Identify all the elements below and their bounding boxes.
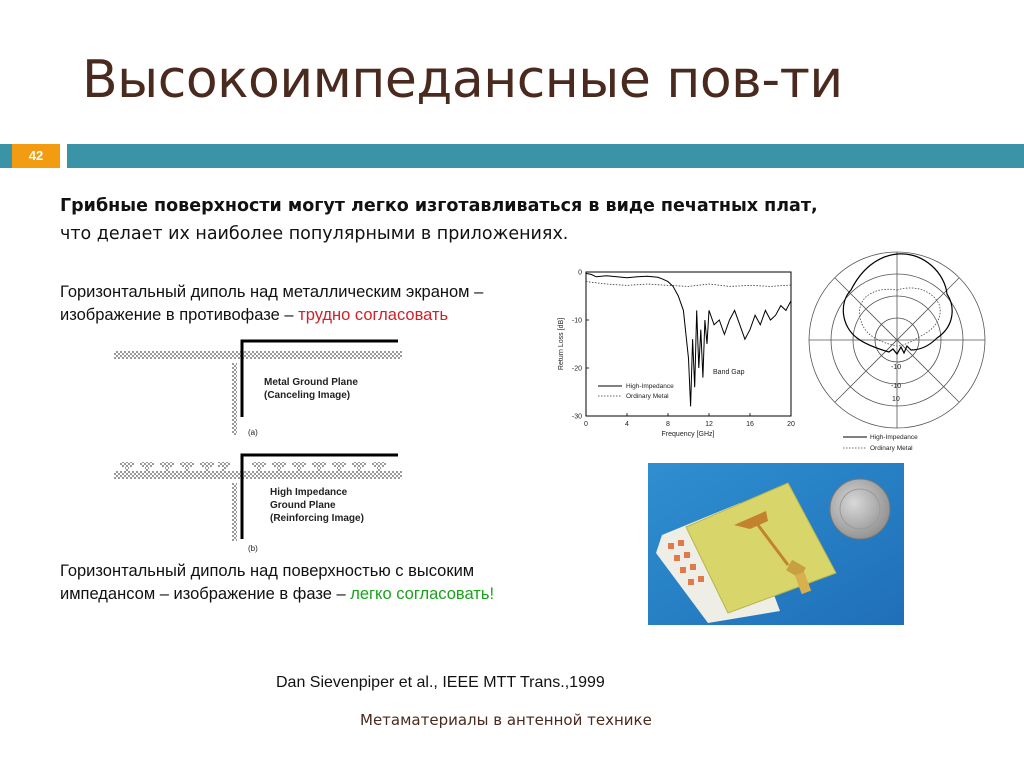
- dipole-image-diagram: [100, 335, 420, 557]
- mushroom-caps: [120, 462, 386, 471]
- footer-text: Метаматериалы в антенной технике: [360, 711, 652, 729]
- y-tick-label: -30: [571, 413, 582, 421]
- paragraph-metal-line1: Горизонтальный диполь над металлическим экраном –: [60, 283, 484, 301]
- x-tick-label: 16: [746, 421, 754, 428]
- x-tick-label: 0: [584, 421, 588, 428]
- header-bar-left: [0, 144, 12, 168]
- paragraph-metal-plane: [60, 281, 483, 327]
- y-tick-label: 0: [578, 269, 582, 277]
- citation: Dan Sievenpiper et al., IEEE MTT Trans.,1999: [276, 674, 605, 691]
- plot-frame: [586, 272, 791, 416]
- high-impedance-ground-plane: [114, 471, 402, 479]
- diagram-b-caption: (b): [248, 544, 258, 553]
- y-axis-label: Return Loss [dB]: [558, 317, 565, 371]
- metal-ground-plane: [114, 351, 402, 359]
- x-axis-label: Frequency [GHz]: [661, 431, 715, 438]
- hard-to-match-highlight: трудно согласовать: [298, 306, 449, 324]
- legend-label-ordinary-metal: Ordinary Metal: [626, 393, 669, 400]
- diagram-b-label-3: (Reinforcing Image): [270, 513, 364, 524]
- radiation-pattern-polar-plot: [805, 246, 1005, 456]
- diagram-a-label-2: (Canceling Image): [264, 390, 351, 401]
- paragraph-metal-line2: [60, 304, 483, 327]
- diagram-a-label-1: Metal Ground Plane: [264, 377, 358, 388]
- header-bar-right: [67, 144, 1024, 168]
- intro-bold-line: Грибные поверхности могут легко изготавливаться в виде печатных плат,: [60, 196, 818, 216]
- antenna-photo: [648, 463, 904, 625]
- slide-number: 42: [12, 144, 60, 168]
- series-ordinary-metal-line: [586, 282, 791, 287]
- reinforcing-image-dipole: [232, 483, 237, 541]
- legend-label-high-impedance: High-Impedance: [626, 383, 674, 390]
- y-tick-label: -20: [571, 365, 582, 373]
- return-loss-chart: [550, 262, 800, 440]
- polar-legend-ordinary: Ordinary Metal: [870, 445, 913, 452]
- diagram-b-label-1: High Impedance: [270, 487, 348, 498]
- diagram-a-caption: (a): [248, 428, 258, 437]
- canceling-image-dipole: [232, 363, 237, 435]
- intro-second-line: что делает их наиболее популярными в приложениях.: [60, 224, 569, 244]
- coin: [830, 479, 890, 539]
- x-tick-label: 4: [625, 421, 629, 428]
- paragraph-hi-line1: Горизонтальный диполь над поверхностью с высоким: [60, 562, 475, 580]
- polar-legend-high: High-Impedance: [870, 434, 918, 441]
- polar-ring-label-1: -10: [891, 364, 902, 371]
- paragraph-metal-prefix: изображение в противофазе –: [60, 306, 299, 324]
- paragraph-high-impedance: [60, 560, 494, 606]
- polar-ring-label-3: 10: [892, 396, 900, 403]
- x-tick-label: 12: [705, 421, 713, 428]
- slide-title: Высокоимпедансные пов-ти: [82, 50, 843, 110]
- y-tick-label: -10: [571, 317, 582, 325]
- paragraph-hi-prefix: импедансом – изображение в фазе –: [60, 585, 351, 603]
- x-tick-label: 8: [666, 421, 670, 428]
- x-tick-label: 20: [787, 421, 795, 428]
- polar-ring-label-2: -10: [891, 383, 902, 390]
- diagram-b-label-2: Ground Plane: [270, 500, 336, 511]
- paragraph-hi-line2: [60, 583, 494, 606]
- band-gap-annotation: Band Gap: [713, 369, 745, 376]
- easy-to-match-highlight: легко согласовать!: [350, 585, 495, 603]
